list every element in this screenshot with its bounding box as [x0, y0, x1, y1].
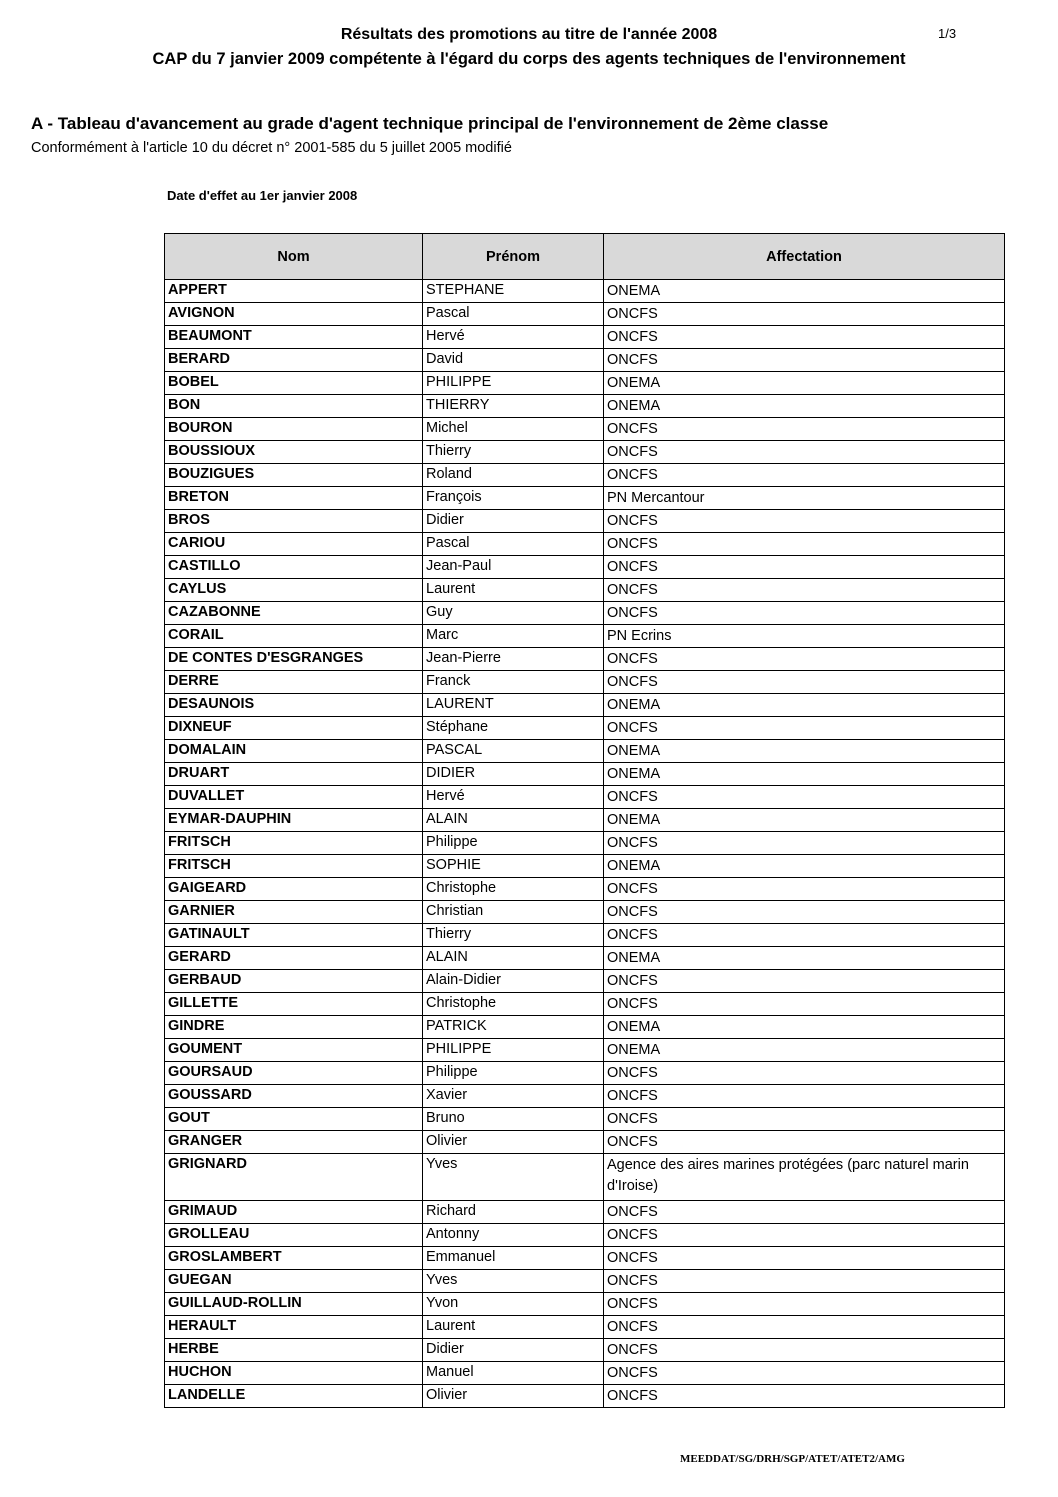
document-title: Résultats des promotions au titre de l'année 2008	[340, 26, 718, 43]
affectation-cell: ONEMA	[604, 855, 1005, 878]
table-row	[165, 556, 1005, 579]
affectation-cell: ONCFS	[604, 1201, 1005, 1224]
affectation-cell: ONEMA	[604, 740, 1005, 763]
nom-cell: DE CONTES D'ESGRANGES	[165, 648, 423, 671]
table-row	[165, 326, 1005, 349]
nom-cell: GERARD	[165, 947, 423, 970]
table-row	[165, 1316, 1005, 1339]
affectation-cell: ONCFS	[604, 924, 1005, 947]
nom-cell: CAZABONNE	[165, 602, 423, 625]
affectation-cell: ONCFS	[604, 901, 1005, 924]
table-row	[165, 303, 1005, 326]
table-row	[165, 1224, 1005, 1247]
prenom-cell: Guy	[423, 602, 604, 625]
prenom-cell: ALAIN	[423, 947, 604, 970]
table-row	[165, 349, 1005, 372]
affectation-cell: ONCFS	[604, 349, 1005, 372]
table-row	[165, 1016, 1005, 1039]
nom-cell: BON	[165, 395, 423, 418]
nom-cell: GROLLEAU	[165, 1224, 423, 1247]
affectation-cell: ONCFS	[604, 1062, 1005, 1085]
table-row	[165, 671, 1005, 694]
prenom-cell: Jean-Paul	[423, 556, 604, 579]
nom-cell: HERBE	[165, 1339, 423, 1362]
table-row	[165, 464, 1005, 487]
nom-cell: BROS	[165, 510, 423, 533]
nom-cell: FRITSCH	[165, 832, 423, 855]
effective-date: Date d'effet au 1er janvier 2008	[167, 188, 358, 203]
table-row	[165, 1270, 1005, 1293]
table-row	[165, 1154, 1005, 1201]
affectation-cell: ONCFS	[604, 832, 1005, 855]
prenom-cell: Alain-Didier	[423, 970, 604, 993]
nom-cell: GOUSSARD	[165, 1085, 423, 1108]
table-row	[165, 418, 1005, 441]
nom-cell: GUILLAUD-ROLLIN	[165, 1293, 423, 1316]
prenom-cell: François	[423, 487, 604, 510]
table-row	[165, 763, 1005, 786]
prenom-cell: Roland	[423, 464, 604, 487]
nom-cell: GOUMENT	[165, 1039, 423, 1062]
affectation-cell: ONCFS	[604, 1293, 1005, 1316]
prenom-cell: Stéphane	[423, 717, 604, 740]
affectation-cell: ONCFS	[604, 1085, 1005, 1108]
table-row	[165, 1339, 1005, 1362]
affectation-cell: ONCFS	[604, 671, 1005, 694]
page-number: 1/3	[938, 26, 957, 41]
affectation-cell: ONCFS	[604, 579, 1005, 602]
nom-cell: GINDRE	[165, 1016, 423, 1039]
nom-cell: LANDELLE	[165, 1385, 423, 1408]
prenom-cell: PHILIPPE	[423, 1039, 604, 1062]
table-row	[165, 1131, 1005, 1154]
prenom-cell: THIERRY	[423, 395, 604, 418]
table-row	[165, 740, 1005, 763]
prenom-cell: Hervé	[423, 786, 604, 809]
table-row	[165, 1362, 1005, 1385]
nom-cell: GUEGAN	[165, 1270, 423, 1293]
affectation-cell: ONEMA	[604, 1016, 1005, 1039]
table-header-row	[165, 234, 1005, 280]
affectation-cell: ONCFS	[604, 510, 1005, 533]
prenom-cell: Philippe	[423, 1062, 604, 1085]
prenom-cell: Yvon	[423, 1293, 604, 1316]
prenom-cell: Didier	[423, 1339, 604, 1362]
nom-cell: DERRE	[165, 671, 423, 694]
table-row	[165, 395, 1005, 418]
table-row	[165, 602, 1005, 625]
affectation-cell: ONEMA	[604, 372, 1005, 395]
table-row	[165, 648, 1005, 671]
affectation-cell: ONCFS	[604, 1339, 1005, 1362]
nom-cell: BOUZIGUES	[165, 464, 423, 487]
nom-cell: BERARD	[165, 349, 423, 372]
prenom-cell: Manuel	[423, 1362, 604, 1385]
table-row	[165, 947, 1005, 970]
affectation-cell: ONCFS	[604, 441, 1005, 464]
prenom-cell: DIDIER	[423, 763, 604, 786]
affectation-cell: ONCFS	[604, 993, 1005, 1016]
prenom-cell: Christian	[423, 901, 604, 924]
affectation-cell: ONCFS	[604, 717, 1005, 740]
table-body	[165, 280, 1005, 1408]
affectation-cell: ONEMA	[604, 809, 1005, 832]
affectation-cell: ONEMA	[604, 763, 1005, 786]
table-row	[165, 1247, 1005, 1270]
affectation-cell: ONCFS	[604, 1247, 1005, 1270]
table-row	[165, 970, 1005, 993]
prenom-cell: Franck	[423, 671, 604, 694]
table-row	[165, 924, 1005, 947]
affectation-cell: ONEMA	[604, 694, 1005, 717]
affectation-cell: ONCFS	[604, 1131, 1005, 1154]
nom-cell: DOMALAIN	[165, 740, 423, 763]
affectation-cell: PN Ecrins	[604, 625, 1005, 648]
nom-cell: APPERT	[165, 280, 423, 303]
prenom-cell: Michel	[423, 418, 604, 441]
affectation-cell: ONCFS	[604, 648, 1005, 671]
affectation-cell: ONCFS	[604, 533, 1005, 556]
affectation-cell: ONCFS	[604, 1316, 1005, 1339]
prenom-cell: David	[423, 349, 604, 372]
table-row	[165, 855, 1005, 878]
table-row	[165, 487, 1005, 510]
nom-cell: DUVALLET	[165, 786, 423, 809]
table-row	[165, 280, 1005, 303]
prenom-cell: STEPHANE	[423, 280, 604, 303]
affectation-cell: ONCFS	[604, 970, 1005, 993]
nom-cell: CORAIL	[165, 625, 423, 648]
prenom-cell: Yves	[423, 1154, 604, 1201]
affectation-cell: ONCFS	[604, 1224, 1005, 1247]
nom-cell: GRANGER	[165, 1131, 423, 1154]
prenom-cell: PHILIPPE	[423, 372, 604, 395]
table-row	[165, 786, 1005, 809]
prenom-cell: Didier	[423, 510, 604, 533]
nom-cell: GARNIER	[165, 901, 423, 924]
table-row	[165, 441, 1005, 464]
nom-cell: BOBEL	[165, 372, 423, 395]
table-row	[165, 579, 1005, 602]
promotion-table	[164, 233, 1005, 1408]
nom-cell: BOURON	[165, 418, 423, 441]
affectation-cell: Agence des aires marines protégées (parc naturel marin d'Iroise)	[604, 1154, 1005, 1201]
column-header-affectation: Affectation	[604, 234, 1005, 280]
table-row	[165, 1385, 1005, 1408]
table-row	[165, 694, 1005, 717]
nom-cell: GAIGEARD	[165, 878, 423, 901]
table-row	[165, 878, 1005, 901]
affectation-cell: ONCFS	[604, 464, 1005, 487]
prenom-cell: ALAIN	[423, 809, 604, 832]
prenom-cell: Richard	[423, 1201, 604, 1224]
affectation-cell: ONCFS	[604, 303, 1005, 326]
affectation-cell: ONCFS	[604, 878, 1005, 901]
nom-cell: GOUT	[165, 1108, 423, 1131]
nom-cell: DRUART	[165, 763, 423, 786]
table-row	[165, 1201, 1005, 1224]
nom-cell: HUCHON	[165, 1362, 423, 1385]
footer-reference: MEEDDAT/SG/DRH/SGP/ATET/ATET2/AMG	[680, 1453, 905, 1465]
affectation-cell: ONEMA	[604, 280, 1005, 303]
prenom-cell: Philippe	[423, 832, 604, 855]
section-title: A - Tableau d'avancement au grade d'agent technique principal de l'environnement de 2ème classe	[31, 114, 829, 133]
nom-cell: GRIGNARD	[165, 1154, 423, 1201]
prenom-cell: PASCAL	[423, 740, 604, 763]
prenom-cell: Thierry	[423, 441, 604, 464]
prenom-cell: Pascal	[423, 533, 604, 556]
table-row	[165, 625, 1005, 648]
nom-cell: FRITSCH	[165, 855, 423, 878]
affectation-cell: ONEMA	[604, 395, 1005, 418]
table-row	[165, 533, 1005, 556]
nom-cell: GRIMAUD	[165, 1201, 423, 1224]
nom-cell: CASTILLO	[165, 556, 423, 579]
table-row	[165, 717, 1005, 740]
prenom-cell: Bruno	[423, 1108, 604, 1131]
nom-cell: DIXNEUF	[165, 717, 423, 740]
prenom-cell: Thierry	[423, 924, 604, 947]
nom-cell: HERAULT	[165, 1316, 423, 1339]
table-row	[165, 993, 1005, 1016]
nom-cell: DESAUNOIS	[165, 694, 423, 717]
prenom-cell: Christophe	[423, 993, 604, 1016]
affectation-cell: ONCFS	[604, 786, 1005, 809]
affectation-cell: ONCFS	[604, 418, 1005, 441]
nom-cell: GOURSAUD	[165, 1062, 423, 1085]
nom-cell: CARIOU	[165, 533, 423, 556]
nom-cell: GILLETTE	[165, 993, 423, 1016]
table-row	[165, 809, 1005, 832]
prenom-cell: Laurent	[423, 1316, 604, 1339]
prenom-cell: Pascal	[423, 303, 604, 326]
nom-cell: BEAUMONT	[165, 326, 423, 349]
affectation-cell: ONCFS	[604, 1108, 1005, 1131]
affectation-cell: ONCFS	[604, 556, 1005, 579]
table-row	[165, 1039, 1005, 1062]
nom-cell: AVIGNON	[165, 303, 423, 326]
prenom-cell: Xavier	[423, 1085, 604, 1108]
prenom-cell: Marc	[423, 625, 604, 648]
nom-cell: BRETON	[165, 487, 423, 510]
affectation-cell: ONCFS	[604, 1362, 1005, 1385]
prenom-cell: Olivier	[423, 1131, 604, 1154]
prenom-cell: Laurent	[423, 579, 604, 602]
affectation-cell: ONCFS	[604, 326, 1005, 349]
table-row	[165, 510, 1005, 533]
nom-cell: GROSLAMBERT	[165, 1247, 423, 1270]
prenom-cell: Jean-Pierre	[423, 648, 604, 671]
prenom-cell: Christophe	[423, 878, 604, 901]
table-row	[165, 1062, 1005, 1085]
prenom-cell: Yves	[423, 1270, 604, 1293]
table-row	[165, 832, 1005, 855]
affectation-cell: PN Mercantour	[604, 487, 1005, 510]
affectation-cell: ONEMA	[604, 1039, 1005, 1062]
section-subtitle: Conformément à l'article 10 du décret n° 2001-585 du 5 juillet 2005 modifié	[31, 140, 512, 156]
affectation-cell: ONEMA	[604, 947, 1005, 970]
table-row	[165, 372, 1005, 395]
prenom-cell: Antonny	[423, 1224, 604, 1247]
table-row	[165, 1108, 1005, 1131]
affectation-cell: ONCFS	[604, 1385, 1005, 1408]
table-row	[165, 901, 1005, 924]
prenom-cell: Hervé	[423, 326, 604, 349]
affectation-cell: ONCFS	[604, 1270, 1005, 1293]
prenom-cell: SOPHIE	[423, 855, 604, 878]
column-header-prenom: Prénom	[423, 234, 604, 280]
nom-cell: BOUSSIOUX	[165, 441, 423, 464]
nom-cell: EYMAR-DAUPHIN	[165, 809, 423, 832]
table-row	[165, 1085, 1005, 1108]
nom-cell: GERBAUD	[165, 970, 423, 993]
affectation-cell: ONCFS	[604, 602, 1005, 625]
column-header-nom: Nom	[165, 234, 423, 280]
prenom-cell: PATRICK	[423, 1016, 604, 1039]
nom-cell: CAYLUS	[165, 579, 423, 602]
nom-cell: GATINAULT	[165, 924, 423, 947]
table-row	[165, 1293, 1005, 1316]
prenom-cell: LAURENT	[423, 694, 604, 717]
document-subtitle: CAP du 7 janvier 2009 compétente à l'égard du corps des agents techniques de l'environnement	[152, 50, 906, 68]
prenom-cell: Olivier	[423, 1385, 604, 1408]
prenom-cell: Emmanuel	[423, 1247, 604, 1270]
